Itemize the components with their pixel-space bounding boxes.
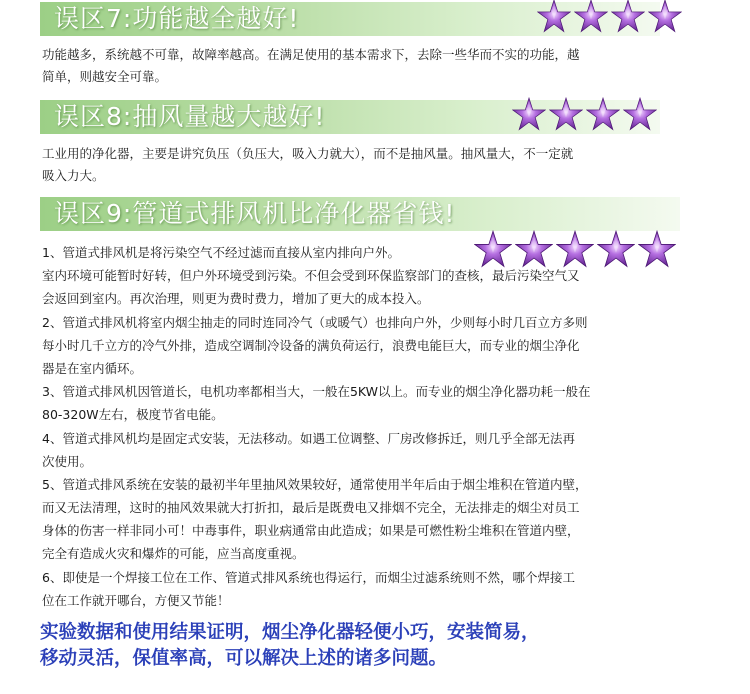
body-line: 功能越多，系统越不可靠，故障率越高。在满足使用的基本需求下，去除一些华而不实的功能，越: [42, 47, 580, 62]
purple-star-icon: [611, 0, 645, 33]
purple-star-icon: [512, 97, 546, 131]
body-line: 简单，则越安全可靠。: [42, 69, 168, 84]
purple-star-icon: [586, 97, 620, 131]
purple-star-icon: [623, 97, 657, 131]
purple-star-icon: [537, 0, 571, 33]
body-line: 位在工作就开哪台，方便又节能！: [42, 592, 230, 608]
purple-star-icon: [648, 0, 682, 33]
conclusion-line: 实验数据和使用结果证明，烟尘净化器轻便小巧，安装简易，: [40, 622, 540, 643]
section-9-body: [42, 241, 712, 612]
section-7-title: 误区7:功能越全越好!: [40, 2, 660, 36]
body-line: 3、管道式排风机因管道长，电机功率都相当大，一般在5KW以上。而专业的烟尘净化器功耗一般在: [42, 384, 591, 400]
body-line: 完全有造成火灾和爆炸的可能，应当高度重视。: [42, 546, 305, 562]
section-8-title: 误区8:抽风量越大越好!: [40, 100, 660, 134]
conclusion-text: [40, 620, 740, 672]
body-line: 次使用。: [42, 453, 93, 469]
body-line: 工业用的净化器，主要是讲究负压（负压大，吸入力就大），而不是抽风量。抽风量大，不一定就: [42, 146, 574, 161]
body-line: 5、管道式排风系统在安装的最初半年里抽风效果较好，通常使用半年后由于烟尘堆积在管道内壁，: [42, 476, 588, 492]
purple-star-icon: [549, 97, 583, 131]
body-line: 室内环境可能暂时好转，但户外环境受到污染。不但会受到环保监察部门的查核，最后污染空气又: [42, 268, 580, 284]
body-line: 4、管道式排风机均是固定式安装，无法移动。如遇工位调整、厂房改修拆迁，则几乎全部无法再: [42, 430, 575, 446]
body-line: 1、管道式排风机是将污染空气不经过滤而直接从室内排向户外。: [42, 245, 400, 260]
body-line: 会返回到室内。再次治理，则更为费时费力，增加了更大的成本投入。: [42, 291, 430, 307]
section-7-body: [42, 44, 712, 88]
body-line: 吸入力大。: [42, 168, 105, 183]
body-line: 80-320W左右，极度节省电能。: [42, 407, 224, 423]
section-8-body: [42, 143, 712, 187]
body-line: 2、管道式排风机将室内烟尘抽走的同时连同冷气（或暖气）也排向户外，少则每小时几百立方多则: [42, 314, 588, 330]
purple-star-icon: [574, 0, 608, 33]
section-7-rating: [537, 0, 682, 43]
body-line: 身体的伤害一样非同小可！中毒事件，职业病通常由此造成；如果是可燃性粉尘堆积在管道内壁，: [42, 523, 580, 539]
body-line: 每小时几千立方的冷气外排，造成空调制冷设备的满负荷运行，浪费电能巨大，而专业的烟尘净化: [42, 337, 580, 353]
body-line: 6、即使是一个焊接工位在工作、管道式排风系统也得运行，而烟尘过滤系统则不然，哪个焊接工: [42, 569, 575, 585]
body-line: 器是在室内循环。: [42, 360, 143, 376]
body-line: 而又无法清理，这时的抽风效果就大打折扣，最后是既费电又排烟不完全，无法排走的烟尘对员工: [42, 500, 580, 516]
section-9-title: 误区9:管道式排风机比净化器省钱!: [40, 197, 680, 231]
conclusion-line: 移动灵活，保值率高，可以解决上述的诸多问题。: [40, 648, 448, 669]
section-8-rating: [512, 97, 657, 141]
